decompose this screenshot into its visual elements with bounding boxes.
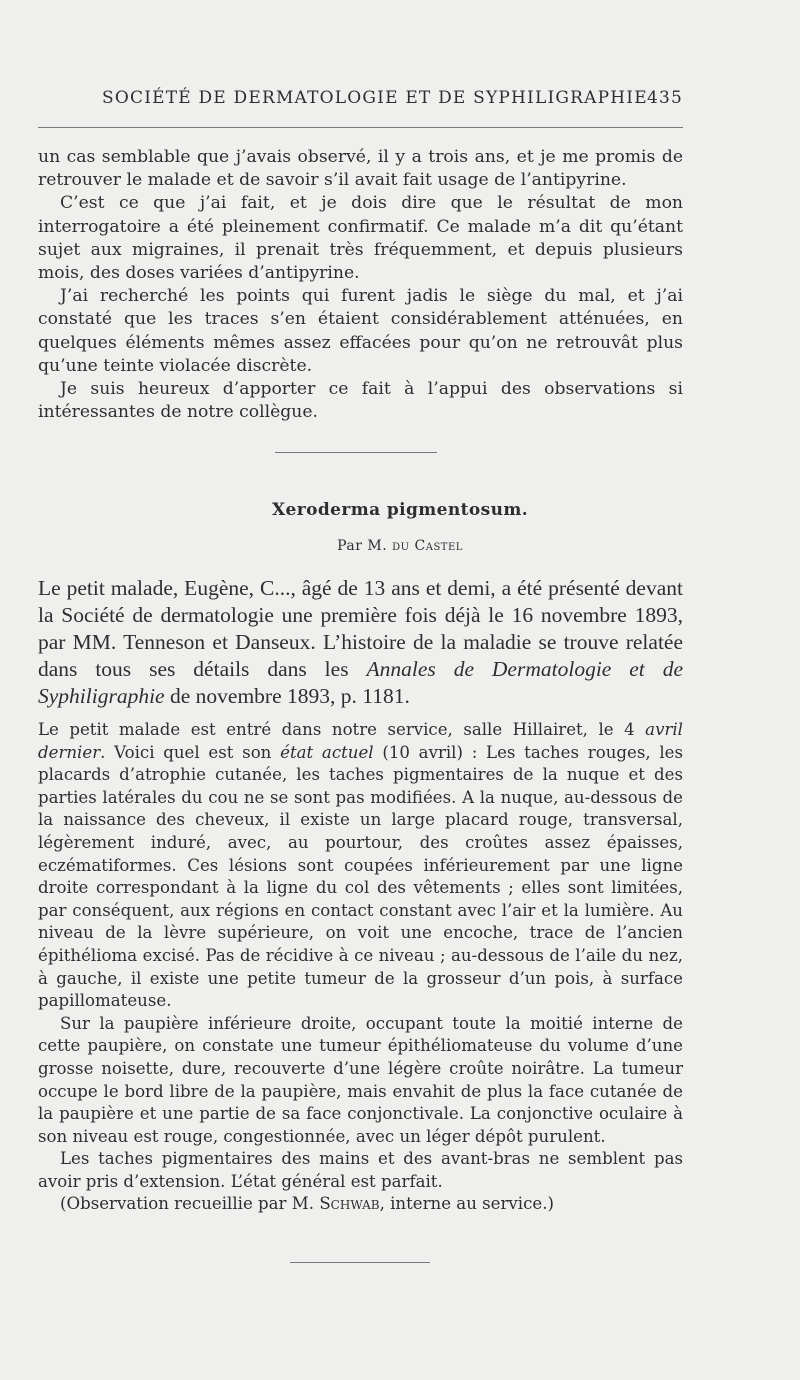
paragraph xyxy=(38,1193,683,1216)
text-run: Le petit malade est entré dans notre service, salle Hillairet, le 4 xyxy=(38,720,646,739)
paragraph: Sur la paupière inférieure droite, occupant toute la moitié interne de cette paupière, on constate une tumeur épithéliomateuse du volume d’une grosse noisette, dure, recouverte d’une légère croûte noirâtre. La tumeur occupe le bord libre de la paupière, mais envahit de plus la face cutanée de la paupière et une partie de sa face conjonctivale. La conjonctive oculaire à son niveau est rouge, congestionnée, avec un léger dépôt purulent. xyxy=(38,1013,683,1146)
paragraph: J’ai recherché les points qui furent jadis le siège du mal, et j’ai constaté que les traces s’en étaient considérablement atténuées, en quelques éléments mêmes assez effacées pour qu’on ne retrouvât plus qu’une teinte violacée discrète. xyxy=(38,286,683,376)
italic-run: état actuel xyxy=(280,742,374,762)
section-author xyxy=(0,538,800,554)
paragraph: un cas semblable que j’avais observé, il y a trois ans, et je me promis de retrouver le malade et de savoir s’il avait fait usage de l’antipyrine. xyxy=(38,147,683,191)
author-name: du Castel xyxy=(392,538,463,554)
page-number: 435 xyxy=(646,88,683,108)
paragraph: Je suis heureux d’apporter ce fait à l’appui des observations si intéressantes de notre collègue. xyxy=(38,379,683,423)
text-run: (Observation recueillie par M. xyxy=(60,1194,320,1214)
section-separator xyxy=(275,452,437,453)
paragraph xyxy=(38,719,683,1013)
paragraph: Les taches pigmentaires des mains et des avant-bras ne semblent pas avoir pris d’extension. L’état général est parfait. xyxy=(38,1149,683,1191)
end-separator xyxy=(290,1262,430,1263)
text-run: , interne au service.) xyxy=(379,1194,554,1214)
author-prefix: Par M. xyxy=(337,538,393,554)
header-rule xyxy=(38,127,683,128)
observer-name: Schwab xyxy=(319,1194,380,1214)
intro-tail: de novembre 1893, p. 1181. xyxy=(164,684,410,708)
section-heading: Xeroderma pigmentosum. xyxy=(271,500,529,520)
top-text-block xyxy=(38,146,683,424)
journal-title: Annales de Dermatologie et de Syphiligraphie xyxy=(38,657,683,708)
intro-text: Le petit malade, Eugène, C..., âgé de 13 ans et demi, a été présenté devant la Société de dermatologie une première fois déjà le 16 novembre 1893, par MM. Tenneson et Danseux. L’histoire de la maladie se trouve relatée dans tous ses détails dans les xyxy=(38,576,683,681)
italic-run: avril dernier xyxy=(38,720,683,762)
text-run: . Voici quel est son xyxy=(100,742,281,762)
running-title: SOCIÉTÉ DE DERMATOLOGIE ET DE SYPHILIGRAPHIE xyxy=(102,88,648,108)
paragraph: C’est ce que j’ai fait, et je dois dire que le résultat de mon interrogatoire a été pleinement confirmatif. Ce malade m’a dit qu’étant sujet aux migraines, il prenait très fréquemment, et depuis plusieurs mois, des doses variées d’antipyrine. xyxy=(38,193,683,284)
text-run: (10 avril) : Les taches rouges, les placards d’atrophie cutanée, les taches pigmentaires de la nuque et des parties latérales du cou ne se sont pas modifiées. A la nuque, au-dessous de la naissance des cheveux, il existe un large placard rouge, transversal, légèrement induré, avec, au pourtour, des croûtes assez épaisses, eczématiformes. Ces lésions sont coupées inférieurement par une ligne droite correspondant à la ligne du col des vêtements ; elles sont limitées, par conséquent, aux régions en contact constant avec l’air et la lumière. Au niveau de la lèvre supérieure, on voit une encoche, trace de l’ancien épithélioma excisé. Pas de récidive à ce niveau ; au-dessous de l’aile du nez, à gauche, il existe une petite tumeur de la grosseur d’un pois, à surface papillomateuse. xyxy=(38,742,683,1011)
intro-paragraph xyxy=(38,575,683,710)
observation-block xyxy=(38,719,683,1216)
